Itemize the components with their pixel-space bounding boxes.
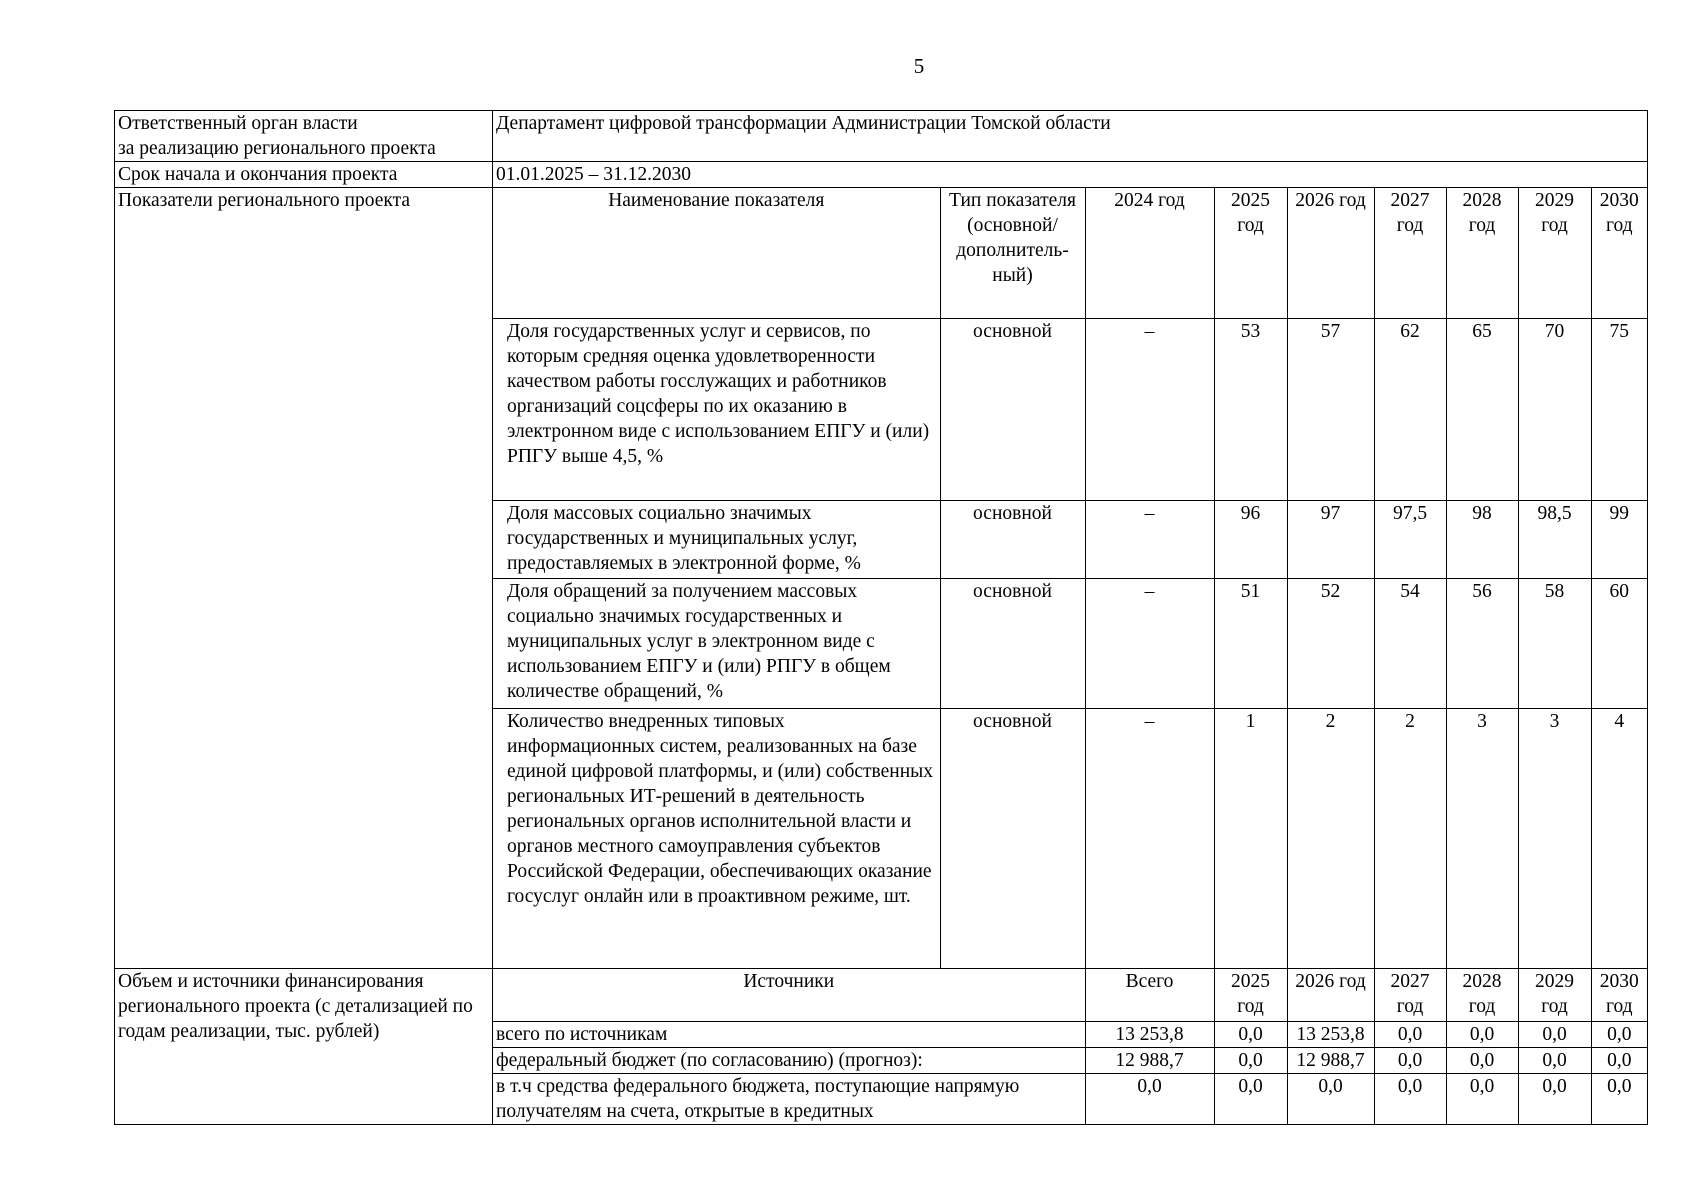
indicator-value: – [1085, 578, 1214, 708]
indicator-value: 2 [1287, 708, 1374, 968]
header-total: Всего [1085, 969, 1214, 1021]
financing-row [115, 969, 1648, 1125]
indicators-header-row [493, 188, 1647, 318]
header-year-2030: 2030 год [1591, 188, 1647, 318]
header-fin-year-2028: 2028 год [1446, 969, 1518, 1021]
indicators-cell [493, 188, 1648, 969]
financing-table [493, 969, 1647, 1124]
financing-value: 0,0 [1518, 1047, 1591, 1073]
indicator-name: Доля массовых социально значимых государственных и муниципальных услуг, предоставляемых в электронной форме, % [493, 500, 940, 578]
indicator-row [493, 318, 1647, 500]
responsible-label [115, 111, 493, 162]
financing-header-row [493, 969, 1647, 1021]
header-fin-year-2026: 2026 год [1287, 969, 1374, 1021]
indicator-name: Количество внедренных типовых информационных систем, реализованных на базе единой цифровой платформы, и (или) собственных региональных ИТ-решений в деятельность региональных органов исполнительной власти и органов местного самоуправления субъектов Российской Федерации, обеспечивающих оказание госуслуг онлайн или в проактивном режиме, шт. [493, 708, 940, 968]
financing-value: 13 253,8 [1287, 1021, 1374, 1047]
financing-value: 0,0 [1591, 1021, 1647, 1047]
term-row [115, 162, 1648, 188]
financing-value: 0,0 [1214, 1073, 1287, 1124]
header-year-2027: 2027 год [1374, 188, 1446, 318]
indicator-type: основной [940, 578, 1085, 708]
financing-label: Объем и источники финансирования регионального проекта (с детализацией по годам реализации, тыс. рублей) [115, 969, 493, 1125]
responsible-label-line1: Ответственный орган власти [118, 113, 358, 134]
indicator-value: 96 [1214, 500, 1287, 578]
financing-value: 0,0 [1374, 1047, 1446, 1073]
indicator-value: 57 [1287, 318, 1374, 500]
financing-value: 0,0 [1518, 1073, 1591, 1124]
indicator-value: 53 [1214, 318, 1287, 500]
financing-source-row [493, 1047, 1647, 1073]
header-year-2028: 2028 год [1446, 188, 1518, 318]
financing-value: 0,0 [1446, 1021, 1518, 1047]
indicator-value: – [1085, 500, 1214, 578]
header-year-2024: 2024 год [1085, 188, 1214, 318]
indicator-value: 75 [1591, 318, 1647, 500]
indicator-value: 2 [1374, 708, 1446, 968]
financing-value: 12 988,7 [1287, 1047, 1374, 1073]
indicator-row [493, 708, 1647, 968]
indicator-value: 52 [1287, 578, 1374, 708]
financing-value: 0,0 [1591, 1073, 1647, 1124]
header-year-2029: 2029 год [1518, 188, 1591, 318]
page-number: 5 [913, 54, 925, 78]
financing-value: 0,0 [1287, 1073, 1374, 1124]
financing-value: 0,0 [1446, 1047, 1518, 1073]
header-indicator-type: Тип показателя (основной/ дополнитель-ный) [940, 188, 1085, 318]
indicator-value: 97,5 [1374, 500, 1446, 578]
indicator-value: 65 [1446, 318, 1518, 500]
financing-value: 0,0 [1374, 1073, 1446, 1124]
indicator-row [493, 500, 1647, 578]
responsible-value: Департамент цифровой трансформации Администрации Томской области [493, 111, 1648, 162]
indicator-type: основной [940, 500, 1085, 578]
indicators-table [493, 188, 1647, 968]
header-fin-year-2030: 2030 год [1591, 969, 1647, 1021]
indicator-value: 51 [1214, 578, 1287, 708]
header-year-2026: 2026 год [1287, 188, 1374, 318]
indicator-value: 97 [1287, 500, 1374, 578]
financing-source-row [493, 1021, 1647, 1047]
financing-source: федеральный бюджет (по согласованию) (прогноз): [493, 1047, 1085, 1073]
financing-total: 12 988,7 [1085, 1047, 1214, 1073]
financing-source-row [493, 1073, 1647, 1124]
header-fin-year-2029: 2029 год [1518, 969, 1591, 1021]
indicator-value: 58 [1518, 578, 1591, 708]
term-value: 01.01.2025 – 31.12.2030 [493, 162, 1648, 188]
financing-value: 0,0 [1214, 1047, 1287, 1073]
indicator-value: 70 [1518, 318, 1591, 500]
financing-total: 0,0 [1085, 1073, 1214, 1124]
responsible-row [115, 111, 1648, 162]
responsible-label-line2: за реализацию регионального проекта [118, 138, 436, 159]
financing-source: всего по источникам [493, 1021, 1085, 1047]
indicator-value: 56 [1446, 578, 1518, 708]
financing-value: 0,0 [1591, 1047, 1647, 1073]
indicator-value: 1 [1214, 708, 1287, 968]
financing-cell [493, 969, 1648, 1125]
financing-total: 13 253,8 [1085, 1021, 1214, 1047]
indicator-value: 3 [1518, 708, 1591, 968]
header-fin-year-2027: 2027 год [1374, 969, 1446, 1021]
header-year-2025: 2025 год [1214, 188, 1287, 318]
indicator-type: основной [940, 708, 1085, 968]
header-fin-year-2025: 2025 год [1214, 969, 1287, 1021]
term-label: Срок начала и окончания проекта [115, 162, 493, 188]
financing-value: 0,0 [1374, 1021, 1446, 1047]
header-indicator-name: Наименование показателя [493, 188, 940, 318]
indicator-value: 98,5 [1518, 500, 1591, 578]
financing-value: 0,0 [1446, 1073, 1518, 1124]
indicator-value: 62 [1374, 318, 1446, 500]
indicator-value: – [1085, 708, 1214, 968]
header-sources: Источники [493, 969, 1085, 1021]
indicator-value: 99 [1591, 500, 1647, 578]
indicator-row [493, 578, 1647, 708]
indicator-value: 3 [1446, 708, 1518, 968]
indicator-value: 60 [1591, 578, 1647, 708]
financing-value: 0,0 [1214, 1021, 1287, 1047]
indicator-value: 4 [1591, 708, 1647, 968]
indicator-value: 98 [1446, 500, 1518, 578]
indicator-name: Доля обращений за получением массовых социально значимых государственных и муниципальных услуг в электронном виде с использованием ЕПГУ и (или) РПГУ в общем количестве обращений, % [493, 578, 940, 708]
financing-value: 0,0 [1518, 1021, 1591, 1047]
financing-source: в т.ч средства федерального бюджета, поступающие напрямую получателям на счета, открытые в кредитных [493, 1073, 1085, 1124]
indicators-row [115, 188, 1648, 969]
indicators-label: Показатели регионального проекта [115, 188, 493, 969]
indicator-type: основной [940, 318, 1085, 500]
indicator-name: Доля государственных услуг и сервисов, по которым средняя оценка удовлетворенности качеством работы госслужащих и работников организаций соцсферы по их оказанию в электронном виде с использованием ЕПГУ и (или) РПГУ выше 4,5, % [493, 318, 940, 500]
project-passport-table [114, 110, 1648, 1125]
indicator-value: 54 [1374, 578, 1446, 708]
indicator-value: – [1085, 318, 1214, 500]
